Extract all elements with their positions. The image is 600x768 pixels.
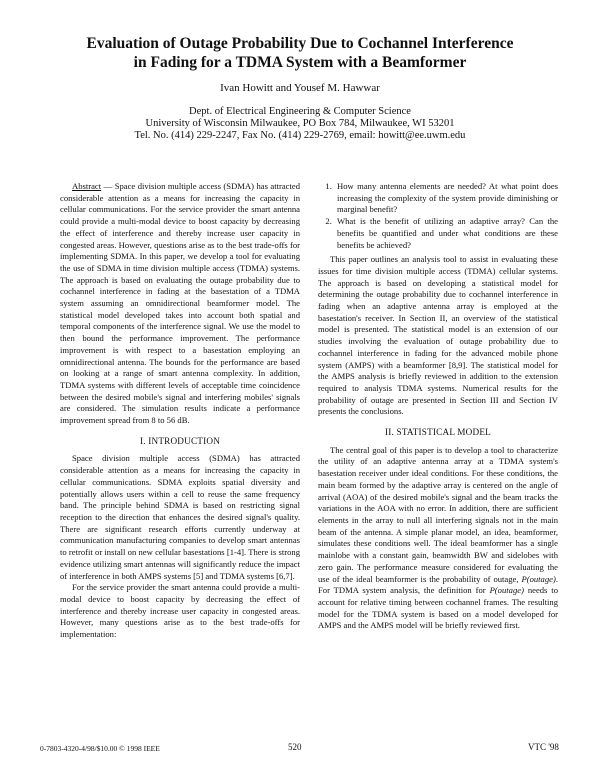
section-heading-statistical-model: II. STATISTICAL MODEL	[385, 427, 491, 438]
abstract-text: — Space division multiple access (SDMA) has attracted considerable attention as a means for increasing the capacity in cellular communications. For the service provider the smart antenna could provide a multi-modal device to boost capacity by decreasing the effect of interference and thereby increase user capacity in congested areas. However, questions arise as to the best trade-offs for implementing SDMA. In this paper, we develop a tool for evaluating the use of SDMA in time division multiple access (TDMA) systems. The approach is based on evaluating the outage probability due to cochannel interference in fading at the basestation of a TDMA system assuming an omnidirectional beamformer model. The statistical model developed takes into account both spatial and temporal components of the interference signal. We use the model to then bound the performance improvement. The performance improvement is with respect to a basestation employing an omnidirectional antenna. The bounds for the performance are based on looking at a range of smart antenna complexity. In addition, TDMA systems with different levels of acceptable time coincidence between the desired mobile's signal and interfering mobiles' signals are considered. The simulation results indicate a performance improvement spread from 8 to 56 dB.	[60, 181, 300, 426]
abstract-label: Abstract	[72, 181, 102, 191]
authors: Ivan Howitt and Yousef M. Hawwar	[220, 82, 380, 94]
affiliation-address: University of Wisconsin Milwaukee, PO Box 784, Milwaukee, WI 53201	[145, 118, 455, 129]
right-column	[318, 181, 558, 632]
abstract-paragraph	[60, 181, 300, 427]
outage-symbol: P(outage)	[489, 585, 524, 596]
model-text-c: needs to account for relative timing between cochannel frames. The resulting model for the TDMA system is based on a model developed for AMPS and the AMPS model will be briefly reviewed first.	[318, 585, 558, 631]
intro-paragraph-1: Space division multiple access (SDMA) has attracted considerable attention as a means for increasing the capacity in cellular communications. SDMA exploits spatial diversity and potentially allows users within a cell to reuse the same frequency band. The principle behind SDMA is based on restricting signal reception to the direction that enhances the desired signal's quality. There are significant research efforts currently underway at communication manufacturing companies to develop smart antennas to retrofit or install on new cellular basestations [1-4]. There is strong evidence utilizing smart antennas will significantly reduce the impact of interference in both AMPS systems [5] and TDMA systems [6,7].	[60, 453, 300, 581]
paper-title-line-1: Evaluation of Outage Probability Due to Cochannel Interference	[86, 35, 514, 52]
question-item: 2. What is the benefit of utilizing an adaptive array? Can the benefits be quantified and under what conditions are these benefits be achieved?	[334, 216, 558, 251]
footer-copyright: 0-7803-4320-4/98/$10.00 © 1998 IEEE	[40, 744, 160, 753]
section-heading-introduction: I. INTRODUCTION	[139, 435, 221, 446]
intro-paragraph-2: For the service provider the smart antenna could provide a multi-modal device to boost capacity by decreasing the effect of interference and thereby increase user capacity in congested areas. However, many questions arise as to the best trade-offs for implementation:	[60, 582, 300, 640]
left-column	[60, 181, 300, 641]
footer-page-number: 520	[288, 742, 302, 752]
footer-conference: VTC '98	[528, 742, 559, 752]
question-item: 1. How many antenna elements are needed? At what point does increasing the complexity of the system provide diminishing or marginal benefit?	[334, 181, 558, 216]
questions-list	[318, 181, 558, 251]
model-text-b: . For TDMA system analysis, the definition for	[318, 573, 558, 596]
outage-symbol: P(outage)	[521, 573, 556, 584]
affiliation-contact: Tel. No. (414) 229-2247, Fax No. (414) 229-2769, email: howitt@ee.uwm.edu	[134, 130, 466, 141]
affiliation-department: Dept. of Electrical Engineering & Computer Science	[189, 106, 411, 117]
paper-title-line-2: in Fading for a TDMA System with a Beamformer	[133, 54, 467, 71]
model-text-a: The central goal of this paper is to develop a tool to characterize the utility of an adaptive antenna array at a TDMA system's basestation receiver under ideal conditions. For these conditions, the main beam formed by the adaptive array is centered on the angle of arrival (AOA) of the desired mobile's signal and the beam tracks the variations in the AOA with no error. In addition, there are sufficient elements in the array to null all interfering signals not in the main beam of the antenna. A simple planar model, an idea, beamformer, simulates these conditions well. The ideal beamformer has a single mainlobe with a constant gain, beamwidth BW and sidelobes with zero gain. The performance measure considered for evaluating the use of the ideal beamformer is the probability of outage,	[318, 444, 558, 584]
model-paragraph	[318, 445, 558, 632]
overview-paragraph: This paper outlines an analysis tool to assist in evaluating these issues for time division multiple access (TDMA) cellular systems. The approach is based on developing a statistical model for determining the outage probability due to cochannel interference in fading when an adaptive antenna array is employed at the basestation's receiver. In Section II, an overview of the statistical model is presented. The statistical model is an extension of our studies involving the evaluation of outage probability due to cochannel interference in fading for the advanced mobile phone system (AMPS) with a beamformer [8,9]. The statistical model for the AMPS analysis is briefly reviewed in addition to the extension required to analysis TDMA systems. Numerical results for the probability of outage are presented in Section III and Section IV presents the conclusions.	[318, 254, 558, 417]
